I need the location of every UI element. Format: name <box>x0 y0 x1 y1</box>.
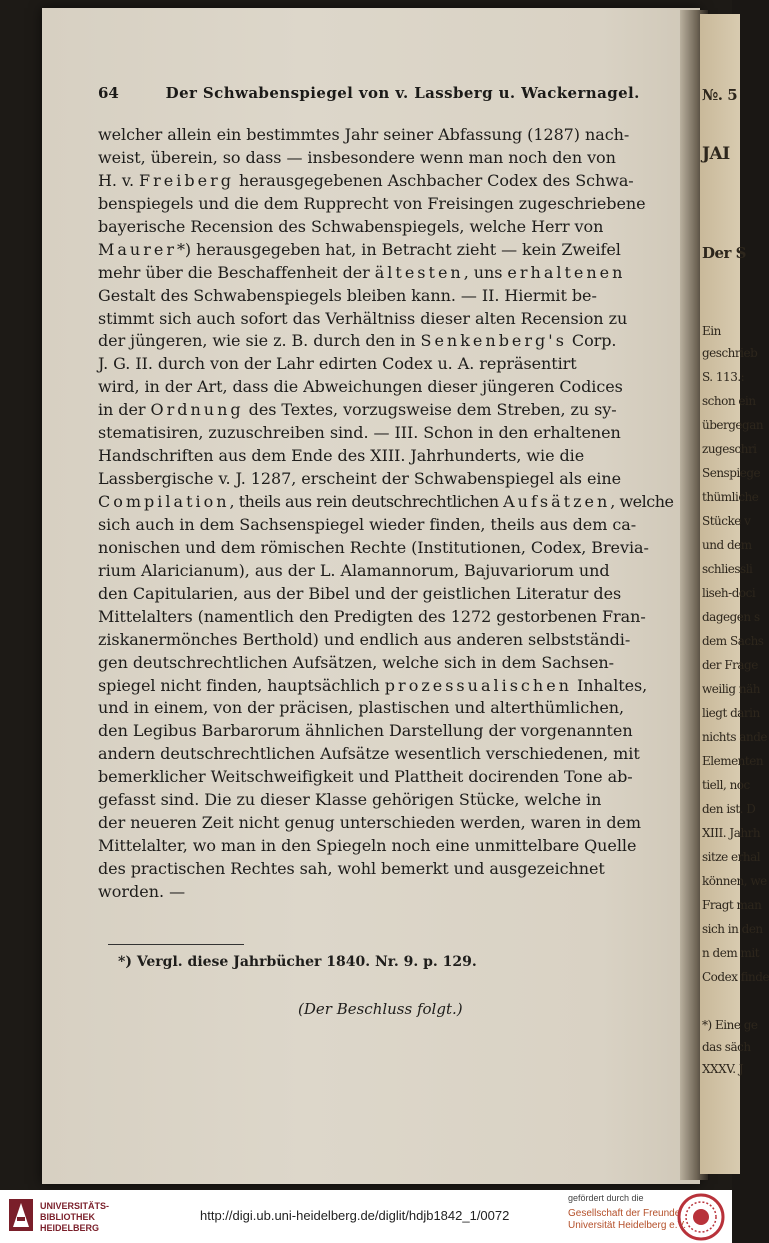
text-run: weist, überein, so dass — insbesondere wenn man noch den von <box>98 147 616 167</box>
sponsor-name-line: Universität Heidelberg e.V. <box>568 1220 687 1231</box>
right-page-fragment: JAI <box>702 144 730 164</box>
right-page-fragment: sich in den <box>702 922 763 936</box>
right-page-fragment: übergegan <box>702 418 764 432</box>
right-page-fragment: geschrieb <box>702 346 758 360</box>
text-line <box>98 812 668 835</box>
text-run: herausgegebenen Aschbacher Codex des Schwa- <box>233 170 634 190</box>
text-run: des practischen Rechtes sah, wohl bemerkt und ausgezeichnet <box>98 859 605 878</box>
text-line <box>98 422 668 445</box>
text-run: des Textes, vorzugsweise dem Streben, zu sy- <box>243 400 617 420</box>
text-run: den Capitularien, aus der Bibel und der geistlichen Literatur des <box>98 583 622 603</box>
right-page-fragment: thümliche <box>702 490 759 504</box>
text-line <box>98 239 668 262</box>
text-run: rium Alaricianum), aus der L. Alamannorum, Bajuvariorum und <box>98 560 610 580</box>
text-line <box>98 652 668 675</box>
university-seal-icon <box>676 1193 726 1241</box>
right-page-edge <box>700 14 769 1174</box>
text-line <box>98 720 668 743</box>
right-page-fragment: schliessli <box>702 562 753 576</box>
text-run: , theils aus rein deutschrechtlichen <box>229 492 504 511</box>
spaced-emphasis: erhaltenen <box>507 262 626 282</box>
spaced-emphasis: prozessualischen <box>384 675 572 695</box>
text-run: wird, in der Art, dass die Abweichungen dieser jüngeren Codices <box>98 377 623 397</box>
text-run: und in einem, von der präcisen, plastischen und alterthümlichen, <box>98 698 625 718</box>
text-run: in der <box>98 400 151 420</box>
text-run: gen deutschrechtlichen Aufsätzen, welche sich in dem Sachsen- <box>98 652 614 672</box>
text-run: andern deutschrechtlichen Aufsätze wesentlich verschiedenen, mit <box>98 744 640 764</box>
text-line <box>98 537 668 560</box>
text-line <box>98 376 668 399</box>
right-page-fragment: nichts ande <box>702 730 767 744</box>
body-text <box>98 124 674 904</box>
text-line <box>98 308 668 331</box>
text-line <box>98 170 668 193</box>
text-run: stimmt sich auch sofort das Verhältniss dieser alten Recension zu <box>98 308 628 328</box>
text-line <box>98 560 668 583</box>
permalink-url[interactable]: http://digi.ub.uni-heidelberg.de/diglit/hdjb1842_1/0072 <box>200 1208 510 1223</box>
text-run: benspiegels und die dem Rupprecht von Freisingen zugeschriebene <box>98 193 646 213</box>
library-name-line: UNIVERSITÄTS- <box>40 1201 110 1211</box>
text-run: Mittelalter, wo man in den Spiegeln noch eine unmittelbare Quelle <box>98 836 637 856</box>
text-line <box>98 629 668 652</box>
text-line <box>98 285 668 308</box>
text-line <box>98 216 668 239</box>
text-run: mehr über die Beschaffenheit der <box>98 262 375 282</box>
text-run: Inhaltes, <box>571 675 648 695</box>
spaced-emphasis: Ordnung <box>150 400 244 420</box>
right-page-fragment: S. 113.: <box>702 370 745 384</box>
sponsor-name <box>568 1208 686 1232</box>
text-run: gefasst sind. Die zu dieser Klasse gehörigen Stücke, welche in <box>98 790 602 810</box>
right-page-fragment: Senspiege <box>702 466 761 480</box>
text-line <box>98 514 668 537</box>
continuation-note: (Der Beschluss folgt.) <box>298 1000 463 1018</box>
text-run: spiegel nicht finden, hauptsächlich <box>98 675 385 695</box>
text-line <box>98 583 668 606</box>
text-line <box>98 606 668 629</box>
right-page-fragment: Fragt man <box>702 898 762 912</box>
text-run: stematisiren, zuzuschreiben sind. — III. Schon in den erhaltenen <box>98 423 621 443</box>
spaced-emphasis: Aufsätzen <box>503 492 611 511</box>
text-run: J. G. II. durch von der Lahr edirten Codex u. A. repräsentirt <box>98 354 577 374</box>
text-line <box>98 147 668 170</box>
text-run: Gestalt des Schwabenspiegels bleiben kann. — II. Hiermit be- <box>98 285 597 305</box>
right-page-fragment: liegt darin <box>702 706 760 720</box>
spaced-emphasis: Senkenberg's <box>420 331 567 351</box>
text-line <box>98 743 668 766</box>
right-page-fragment: weilig näh <box>702 682 760 696</box>
text-line <box>98 881 668 904</box>
text-run: , welche <box>610 492 674 511</box>
university-library-logo-icon <box>8 1197 34 1233</box>
text-line <box>98 262 668 285</box>
text-line <box>98 858 668 881</box>
text-line <box>98 835 668 858</box>
running-header <box>98 84 640 102</box>
text-line <box>98 697 668 720</box>
right-page-fragment: Ein <box>702 324 721 338</box>
right-page-fragment: Codex finde <box>702 970 769 984</box>
sponsor-label: gefördert durch die <box>568 1193 644 1203</box>
text-run: Mittelalters (namentlich den Predigten des 1272 gestorbenen Fran- <box>98 606 646 626</box>
text-run: sich auch in dem Sachsenspiegel wieder finden, theils aus dem ca- <box>98 514 637 534</box>
text-run: bayerische Recension des Schwabenspiegels, welche Herr von <box>98 216 604 236</box>
right-page-fragment: dagegen s <box>702 610 760 624</box>
text-run: ziskanermönches Berthold) und endlich aus anderen selbstständi- <box>98 629 631 649</box>
text-run: welcher allein ein bestimmtes Jahr seiner Abfassung (1287) nach- <box>98 125 630 144</box>
text-line <box>98 399 668 422</box>
text-run: worden. — <box>98 881 186 901</box>
right-page-fragment: Der S <box>702 244 747 262</box>
right-page-fragment: *) Eine ge <box>702 1018 758 1032</box>
text-run: Lassbergische v. J. 1287, erscheint der Schwabenspiegel als eine <box>98 469 622 489</box>
right-page-fragment: den ist. D <box>702 802 756 816</box>
text-run: *) herausgegeben hat, in Betracht zieht — kein Zweifel <box>177 239 621 259</box>
spaced-emphasis: Freiberg <box>139 170 234 190</box>
text-run: den Legibus Barbarorum ähnlichen Darstellung der vorgenannten <box>98 721 633 741</box>
right-page-fragment: №. 5 <box>702 86 738 104</box>
spaced-emphasis: Maurer <box>98 239 177 259</box>
footnote-rule <box>108 944 244 945</box>
text-run: der neueren Zeit nicht genug unterschieden werden, waren in dem <box>98 813 642 833</box>
text-line <box>98 766 668 789</box>
spaced-emphasis: Compilation <box>98 492 230 511</box>
library-name-line: HEIDELBERG <box>40 1223 100 1233</box>
right-page-fragment: und dem <box>702 538 752 552</box>
text-line <box>98 124 668 147</box>
spaced-emphasis: ältesten <box>374 262 464 282</box>
right-page-fragment: sitze erhal <box>702 850 761 864</box>
sponsor-name-line: Gesellschaft der Freunde <box>568 1208 681 1219</box>
text-line <box>98 193 668 216</box>
text-line <box>98 789 668 812</box>
right-page-fragment: können, we <box>702 874 767 888</box>
text-line <box>98 445 668 468</box>
running-title: Der Schwabenspiegel von v. Lassberg u. Wackernagel. <box>165 84 640 102</box>
text-run: Handschriften aus dem Ende des XIII. Jahrhunderts, wie die <box>98 446 585 466</box>
right-page-fragment: n dem mit <box>702 946 760 960</box>
right-page-fragment: zugeschri <box>702 442 757 456</box>
library-name-line: BIBLIOTHEK <box>40 1212 95 1222</box>
right-page-fragment: liseh-doci <box>702 586 756 600</box>
text-run: bemerklicher Weitschweifigkeit und Plattheit docirenden Tone ab- <box>98 767 633 787</box>
page-number: 64 <box>98 84 119 102</box>
right-page-fragment: XIII. Jahrh <box>702 826 761 840</box>
text-line <box>98 468 668 491</box>
footnote: *) Vergl. diese Jahrbücher 1840. Nr. 9. p. 129. <box>118 954 477 970</box>
right-page-fragment: das säch <box>702 1040 751 1054</box>
text-run: H. v. <box>98 170 140 190</box>
text-run: Corp. <box>566 331 617 351</box>
right-page-fragment: tiell, noc <box>702 778 750 792</box>
right-page-fragment: der Frage <box>702 658 758 672</box>
text-line <box>98 353 668 376</box>
right-page-fragment: Elementen <box>702 754 764 768</box>
right-page-fragment: schon ein <box>702 394 756 408</box>
text-line <box>98 330 668 353</box>
text-run: nonischen und dem römischen Rechte (Institutionen, Codex, Brevia- <box>98 537 649 557</box>
text-line <box>98 491 674 514</box>
text-run: , uns <box>463 262 508 282</box>
right-page-fragment: XXXV. J <box>702 1062 744 1076</box>
text-line <box>98 675 668 698</box>
text-run: der jüngeren, wie sie z. B. durch den in <box>98 331 421 351</box>
library-name <box>40 1201 109 1234</box>
right-page-fragment: Stücke v <box>702 514 751 528</box>
right-page-fragment: dem Sachs <box>702 634 764 648</box>
